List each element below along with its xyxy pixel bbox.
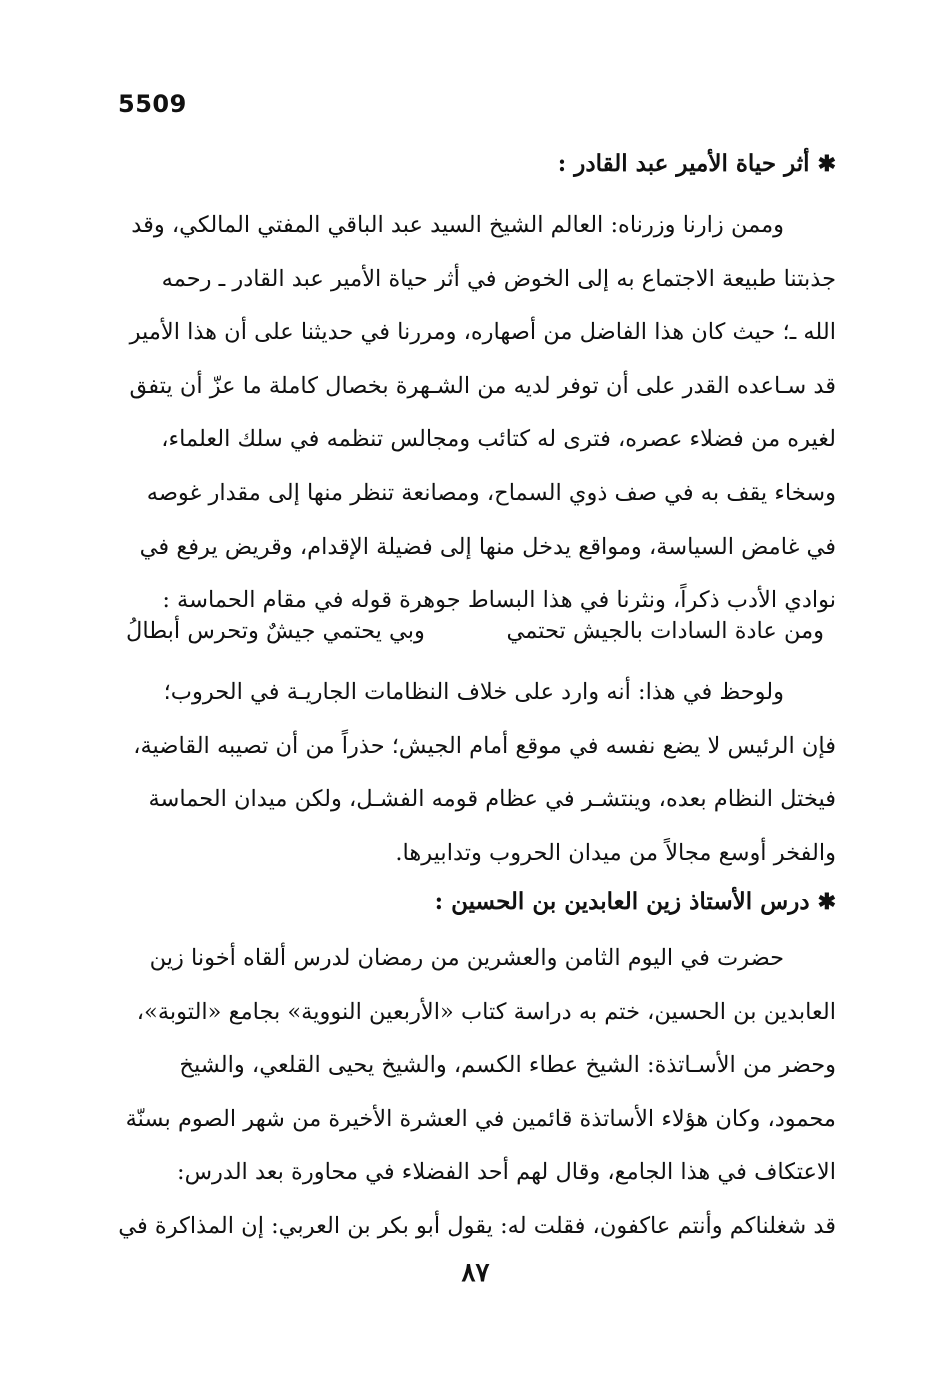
text-line: الاعتكاف في هذا الجامع، وقال لهم أحد الفضلاء في محاورة بعد الدرس: [176, 1159, 836, 1186]
star-marker-icon: ✱ [817, 889, 836, 915]
text-line: ولوحظ في هذا: أنه وارد على خلاف النظامات الجاريـة في الحروب؛ [163, 679, 784, 705]
document-id: 5509 [118, 90, 187, 118]
text-line: حضرت في اليوم الثامن والعشرين من رمضان لدرس ألقاه أخونا زين [149, 945, 784, 971]
text-line: وحضر من الأسـاتذة: الشيخ عطاء الكسم، والشيخ يحيى القلعي، والشيخ [179, 1052, 836, 1079]
text-line: قد شغلناكم وأنتم عاكفون، فقلت له: يقول أبو بكر بن العربي: إن المذاكرة في [118, 1212, 836, 1239]
poetry-verse [118, 612, 836, 662]
text-line: جذبتنا طبيعة الاجتماع به إلى الخوض في أثر حياة الأمير عبد القادر ـ رحمه [161, 265, 836, 292]
section-2-heading-text: درس الأستاذ زين العابدين بن الحسين : [434, 888, 810, 915]
text-line: قد سـاعده القدر على أن توفر لديه من الشـهرة بخصال كاملة ما عزّ أن يتفق [129, 372, 836, 399]
section-2-heading [118, 888, 836, 915]
page-number: ٨٧ [461, 1258, 490, 1288]
text-line: الله ـ؛ حيث كان هذا الفاضل من أصهاره، ومررنا في حديثنا على أن هذا الأمير [129, 319, 836, 346]
text-line: وسخاء يقف به في صف ذوي السماح، ومصانعة تنظر منها إلى مقدار غوصه [146, 479, 836, 506]
text-line: في غامض السياسة، ومواقع يدخل منها إلى فضيلة الإقدام، وقريض يرفع في [139, 533, 836, 560]
section-1-heading-text: أثر حياة الأمير عبد القادر : [557, 150, 810, 177]
text-line: محمود، وكان هؤلاء الأساتذة قائمين في العشرة الأخيرة من شهر الصوم بسنّة [125, 1105, 836, 1132]
text-line: لغيره من فضلاء عصره، فترى له كتائب ومجالس تنظمه في سلك العلماء، [161, 426, 836, 453]
text-line: فيختل النظام بعده، وينتشـر في عظام قومه الفشـل، ولكن ميدان الحماسة [148, 786, 836, 813]
text-line: فإن الرئيس لا يضع نفسه في موقع أمام الجيش؛ حذراً من أن تصيبه القاضية، [133, 732, 836, 759]
verse-first-hemistich: ومن عادة السادات بالجيش تحتمي [506, 618, 824, 644]
text-line: وممن زارنا وزرناه: العالم الشيخ السيد عبد الباقي المفتي المالكي، وقد [131, 212, 784, 238]
text-line: والفخر أوسع مجالاً من ميدان الحروب وتدابيرها. [395, 839, 836, 866]
text-line: العابدين بن الحسين، ختم به دراسة كتاب «الأربعين النووية» بجامع «التوبة»، [136, 998, 836, 1025]
text-line: نوادي الأدب ذكراً، ونثرنا في هذا البساط جوهرة قوله في مقام الحماسة : [162, 587, 836, 614]
star-marker-icon: ✱ [817, 151, 836, 177]
section-1-heading [118, 150, 836, 177]
section-1-paragraph-2 [118, 666, 836, 880]
section-1-paragraph-1 [118, 199, 836, 628]
verse-second-hemistich: وبي يحتمي جيشٌ وتحرس أبطالُ [126, 618, 425, 644]
section-2-paragraph-1 [118, 932, 836, 1254]
